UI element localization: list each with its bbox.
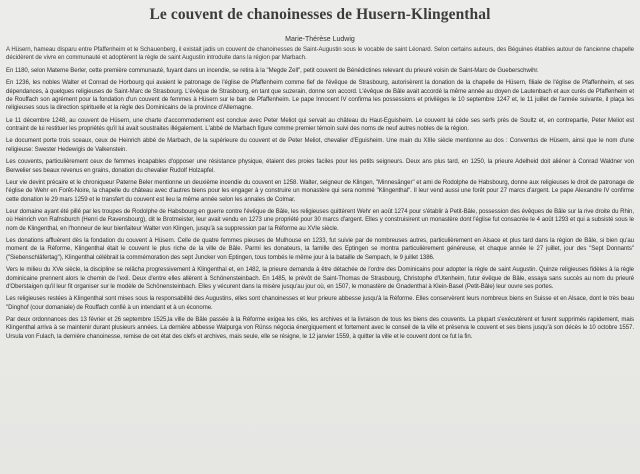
page-title: Le couvent de chanoinesses de Husern-Klingenthal bbox=[149, 6, 491, 23]
paragraph: Les couvents, particulièrement ceux de femmes incapables d'opposer une résistance physique, étaient des proies faciles pour les petits seigneurs. Deux ans plus tard, en 1250, la prieure Adelheid doit aliéner à Conrad Waldner von Berwelier ses beaux revenus en grains, donation du chevalier Rudolf Holzapfel. bbox=[6, 159, 634, 174]
paragraph: Le 11 décembre 1248, au couvent de Hüsern, une charte d'accommodement est conclue avec Peter Meliot qui servait au château du Haut-Eguisheim. Le couvent lui céde ses serfs près de Soultz et, en contrepartie, Peter Meliot est contraint de lui restituer les propriétés qu'il lui avait soustraites illégalement. L'abbé de Marbach figure comme premier témoin suivi des noms de neuf autres nobles de la région. bbox=[6, 117, 634, 132]
paragraph: Leur vie devint précaire et le chroniqueur Paterne Beler mentionne un deuxième incendie du couvent en 1258. Walter, seigneur de Klingen, "Minnesänger" et ami de Rodolphe de Habsbourg, donne aux religieuses le droit de patronage de l'église de Wehr en Forêt-Noire, la chapelle du château avec d'autres biens pour les engager à y construire un monastère qui sera nommé "Klingenthal". Il leur vend aussi une forêt pour 27 marcs d'argent. Le pape Alexandre IV confirme cette donation le 29 mars 1259 et le transfert du couvent est lieu la même année selon les annales de Colmar. bbox=[6, 179, 634, 203]
paragraph: Les religieuses restées à Klingenthal sont mises sous la responsabilité des Augustins, elles sont chanoinesses et leur prieure abbesse jusqu'à la Réforme. Elles conservèrent leurs nombreux biens en Suisse et en Alsace, dont le très beau "Dinghof (cour domaniale) de Rouffach confié à un intendant et à un économe. bbox=[6, 296, 634, 311]
paragraph: Vers le milieu du XVe siècle, la discipline se relâcha progressivement à Klingenthal et, en 1482, la prieure demanda à être détachée de l'ordre des Dominicains pour adopter la règle de saint Augustin. Quinze religieuses fidèles à la règle dominicaine prennent alors le chemin de l'exil. Deux d'entre elles allèrent à Schönensteinbach. En 1485, le prévôt de Saint-Thomas de Strasbourg, Christophe d'Utenheim, futur évêque de Bâle, essaya sans succès au nom du prieuré d'Oberstaigen qu'il leur fit organiser sur le modèle de Schönensteinbach. Elles y vécurent dans la misère jusqu'au jour où, en 1507, le monastère de Gnadenthal à Klein-Basel (Petit-Bâle) leur ouvre ses portes. bbox=[6, 267, 634, 290]
paragraph: Le document porte trois sceaux, ceux de Heinrich abbé de Marbach, de la supérieure du couvent et de Peter Meliot, chevalier d'Eguisheim. Une main du XIIIe siècle mentionne au dos : Conventus de Hüsern, ainsi que le nom d'une religieuse: Swester Hedewigis de Valkenstein. bbox=[6, 138, 634, 153]
paragraph: En 1180, selon Materne Berler, cette première communauté, fuyant dans un incendie, se retira à la "Megde Zell", petit couvent de Bénédictines relevant du prieuré voisin de Saint-Marc de Gueberschwihr. bbox=[6, 67, 539, 74]
paragraph: En 1236, les nobles Walter et Conrad de Horbourg qui avaient le patronage de l'église de Pfaffenheim comme fief de l'évêque de Strasbourg, autorisèrent la donation de la chapelle de Hüsern, filiale de l'église de Pfaffenheim, et ses dépendances, à quelques religieuses de Saint-Marc de Strasbourg. L'évêque de Strasbourg, en tant que suzerain, donne son accord. L'évêque de Bâle avait accordé la même année au doyen de Lautenbach et aux curés de Pfaffenheim et de Rouffach son agrément pour la fondation d'un couvent de femmes à Hüsern sur le ban de Pfaffenheim. Le pape Innocent IV confirma les possessions et privilèges le 10 septembre 1247 et, le 11 juillet de l'année suivante, il plaça les religieuses sous la direction spirituelle et la règle des Dominicains de la province d'Allemagne. bbox=[6, 80, 634, 112]
author-name: Marie-Thérèse Ludwig bbox=[285, 36, 355, 43]
paragraph: Leur domaine ayant été pillé par les troupes de Rodolphe de Habsbourg en guerre contre l'évêque de Bâle, les religieuses quittèrent Wehr en août 1274 pour s'établir à Petit-Bâle, possession des évêques de Bâle sur la rive droite du Rhin, où Heinrich von Rafnsburch (Henri de Ravensbourg), dit le Brotmeister, leur avait vendu en 1273 une propriété pour 30 marcs d'argent. Elles y construisirent un monastère dont l'église fut consacrée le 4 août 1293 et qui a subsisté sous le nom de Klingenthal, en l'honneur de leur bienfaiteur Walter von Klingen, jusqu'à sa suppression par la Réforme au XVIe siècle. bbox=[6, 209, 634, 232]
paragraph: A Hüsern, hameau disparu entre Pfaffenheim et le Schauenberg, il existait jadis un couvent de chanoinesses de Saint-Augustin sous le vocable de saint Léonard. Selon certains auteurs, des Béguines établies autour de l'ancienne chapelle décidèrent de vivre en communauté et adoptèrent la règle de saint Augustin introduite dans la région par Marbach. bbox=[6, 47, 634, 62]
paragraph: Les donations affluèrent dès la fondation du couvent à Hüsern. Celle de quatre femmes pieuses de Mulhouse en 1233, fut suivie par de nombreuses autres, particulièrement en Alsace et plus tard dans la région de Bâle, si bien qu'au moment de la Réforme, Klingenthal était le couvent le plus riche de la ville de Bâle. Parmi les donateurs, la famille des Eptingen se montra particulièrement généreuse, et chaque année le 27 juillet, jour des "Sept Donnants" ("Siebenschläfertag"), Klingenthal célébrait la commémoration des sept Juncker von Eptingen, tous tombés le même jour à la bataille de Sempach, le 9 juillet 1386. bbox=[6, 238, 634, 261]
paragraph: Par deux ordonnances des 13 février et 26 septembre 1525,la ville de Bâle passée à la Réforme exigea les clés, les archives et la livraison de tous les biens des couvents. La plupart s'exécutèrent et furent supprimés rapidement, mais Klingenthal arriva à se maintenir durant plusieurs années. La dernière abbesse Walpurga von Rünss négocia énergiquement et fortement avec le conseil de la ville et préserva le couvent et ses biens jusqu'à son décès le 10 octobre 1557. Ursula von Fulach, la dernière chanoinesse, remise de cet état des clefs et archives, mais seule, elle se résigne, le 12 janvier 1559, à quitter la ville et le couvent dont ce fut la fin. bbox=[6, 317, 634, 340]
